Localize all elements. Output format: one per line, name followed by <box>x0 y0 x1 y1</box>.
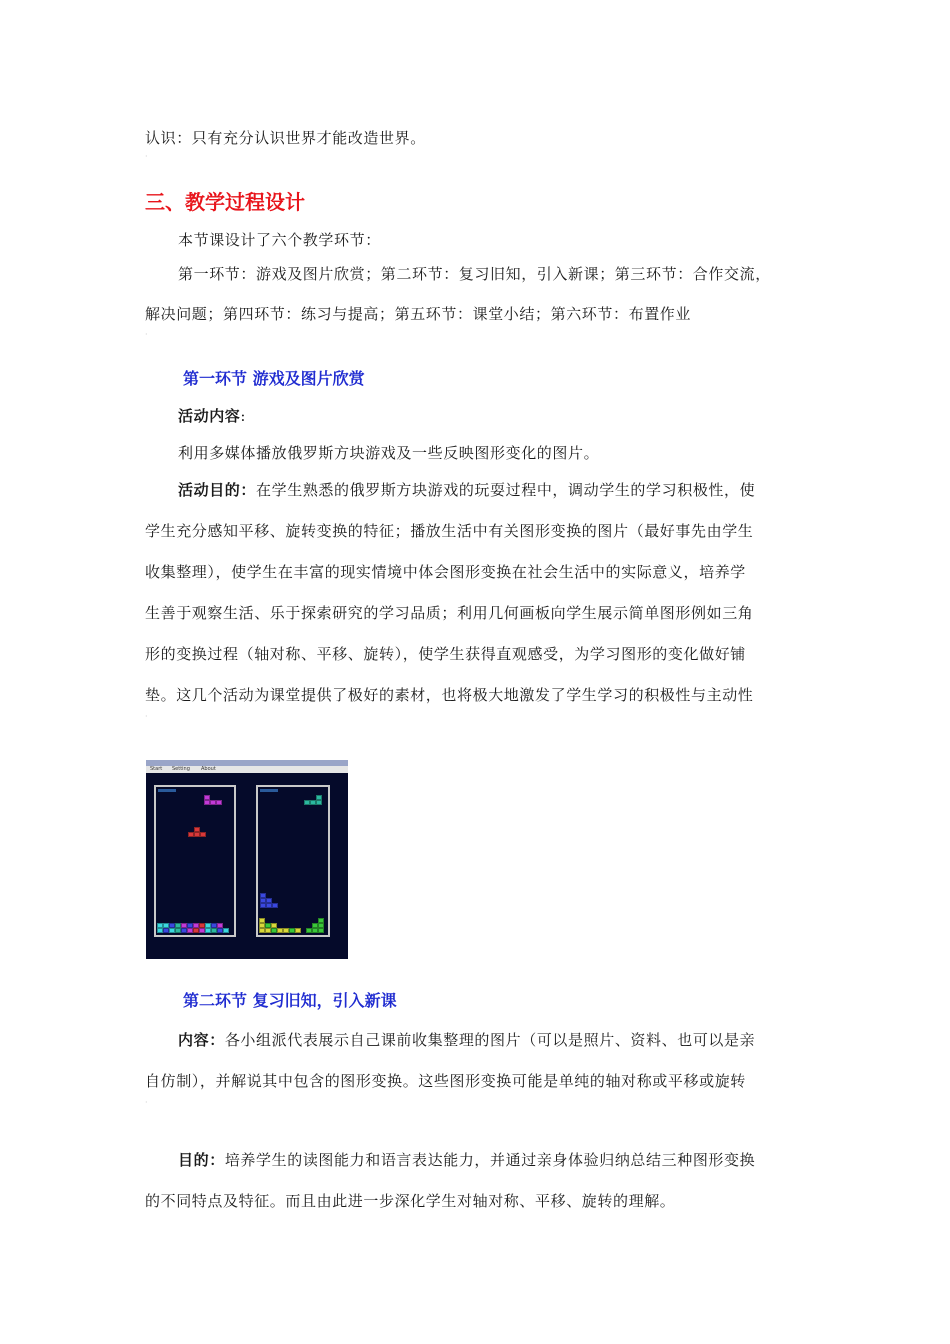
overview-line-1: 本节课设计了六个教学环节： <box>178 231 381 249</box>
left-score-label <box>158 789 176 792</box>
section-title: 三、教学过程设计 <box>145 190 305 214</box>
part1-heading: 第一环节 游戏及图片欣赏 <box>183 369 365 388</box>
part1-content-text: 利用多媒体播放俄罗斯方块游戏及一些反映图形变化的图片。 <box>178 444 600 462</box>
part2-content-line-2: 自仿制），并解说其中包含的图形变换。这些图形变换可能是单纯的轴对称或平移或旋转 <box>145 1072 746 1090</box>
paragraph-mark: · <box>145 330 148 339</box>
left-playfield <box>154 785 236 937</box>
overview-line-2: 第一环节：游戏及图片欣赏；第二环节：复习旧知，引入新课；第三环节：合作交流， <box>178 265 771 283</box>
right-score-label <box>260 789 278 792</box>
block <box>223 928 229 933</box>
menu-about: About <box>201 766 216 772</box>
paragraph-mark: · <box>145 152 148 161</box>
part1-content-label-line <box>178 406 846 426</box>
block <box>216 800 222 805</box>
part2-purpose-line-1 <box>178 1150 846 1170</box>
right-playfield <box>256 785 330 937</box>
overview-line-3: 解决问题；第四环节：练习与提高；第五环节：课堂小结；第六环节：布置作业 <box>145 305 692 323</box>
part1-purpose-line-6: 垫。这几个活动为课堂提供了极好的素材，也将极大地激发了学生学习的积极性与主动性 <box>145 686 754 704</box>
menu-bar <box>146 766 348 773</box>
intro-line: 认识：只有充分认识世界才能改造世界。 <box>145 129 426 147</box>
tetris-game-image <box>146 760 348 959</box>
part2-purpose-line-2: 的不同特点及特征。而且由此进一步深化学生对轴对称、平移、旋转的理解。 <box>145 1192 676 1210</box>
paragraph-mark: · <box>145 712 148 721</box>
part1-purpose-line-5: 形的变换过程（轴对称、平移、旋转），使学生获得直观感受，为学习图形的变化做好铺 <box>145 645 746 663</box>
part2-content-text-1: 各小组派代表展示自己课前收集整理的图片（可以是照片、资料、也可以是亲 <box>224 1031 756 1049</box>
part1-content-label: 活动内容 <box>178 407 241 425</box>
block <box>295 928 301 933</box>
part1-purpose-line-4: 生善于观察生活、乐于探索研究的学习品质；利用几何画板向学生展示简单图形例如三角 <box>145 604 754 622</box>
part1-purpose-line-2: 学生充分感知平移、旋转变换的特征；播放生活中有关图形变换的图片（最好事先由学生 <box>145 522 754 540</box>
menu-setting: Setting <box>172 766 190 772</box>
block <box>200 832 206 837</box>
part2-content-line-1 <box>178 1030 846 1050</box>
block <box>272 903 278 908</box>
part2-heading: 第二环节 复习旧知，引入新课 <box>183 991 397 1010</box>
part2-purpose-label: 目的： <box>178 1151 225 1169</box>
part2-content-label: 内容： <box>178 1031 225 1049</box>
block <box>316 800 322 805</box>
part1-content-colon: : <box>240 407 247 425</box>
part1-purpose-line-3: 收集整理），使学生在丰富的现实情境中体会图形变换在社会生活中的实际意义，培养学 <box>145 563 746 581</box>
menu-start: Start <box>150 766 163 772</box>
part1-purpose-text-1: 在学生熟悉的俄罗斯方块游戏的玩耍过程中，调动学生的学习积极性，使 <box>256 481 756 499</box>
paragraph-mark: · <box>145 1098 148 1107</box>
part1-purpose-label: 活动目的： <box>178 481 257 499</box>
part2-purpose-text-1: 培养学生的读图能力和语言表达能力，并通过亲身体验归纳总结三种图形变换 <box>224 1151 756 1169</box>
part1-purpose-line-1 <box>178 480 846 500</box>
block <box>318 928 324 933</box>
